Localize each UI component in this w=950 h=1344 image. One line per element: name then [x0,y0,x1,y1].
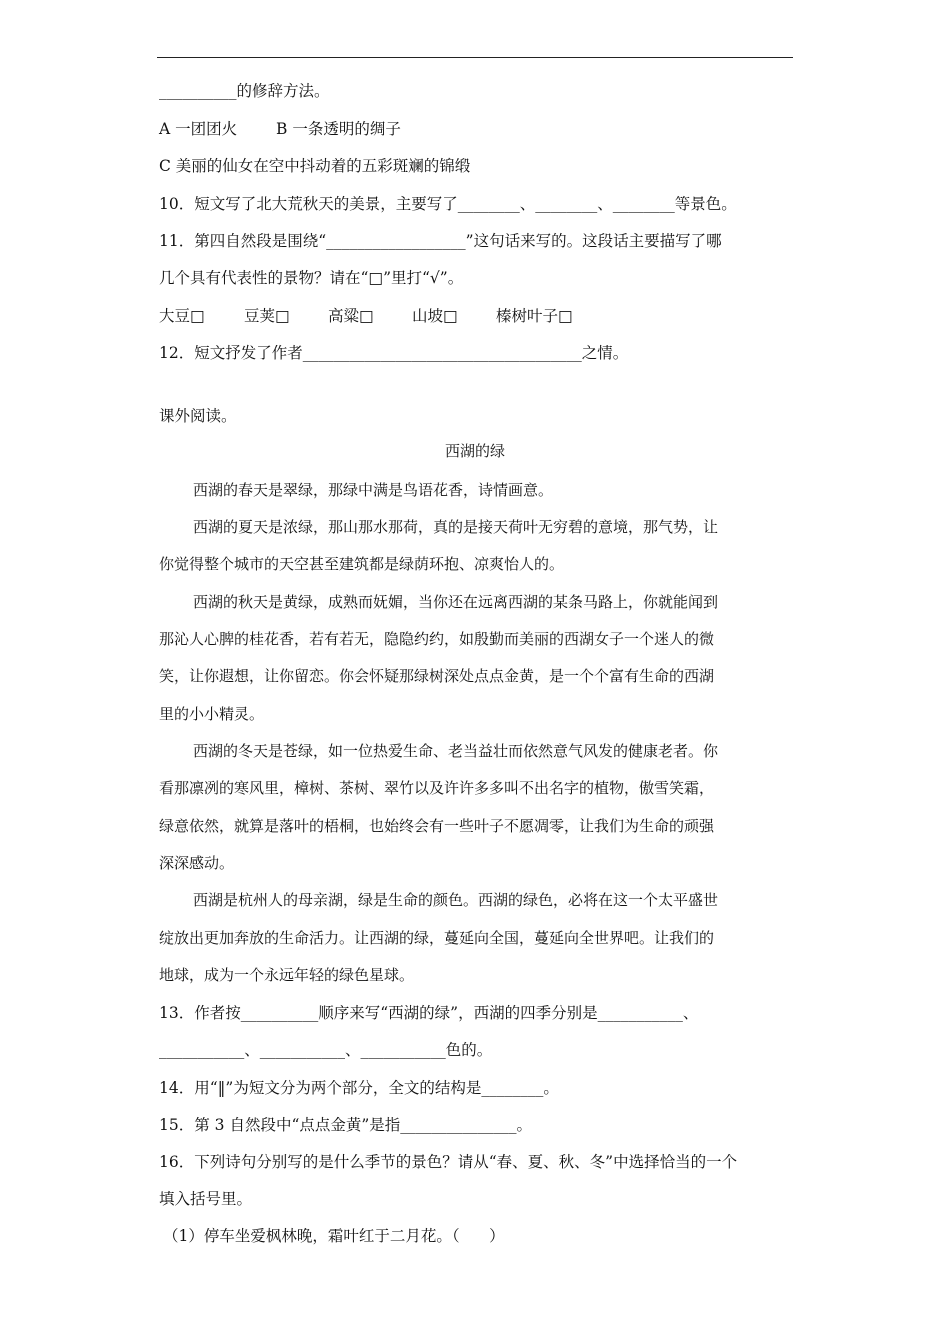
question-16-line2: 填入括号里。 [159,1190,253,1208]
question-13-line2: ___________、___________、___________色的。 [159,1041,493,1059]
checkbox-option: 大豆□ [159,307,205,325]
option-b: B 一条透明的绸子 [276,120,401,138]
checkbox-option: 山坡□ [412,307,458,325]
question-15: 15．第 3 自然段中“点点金黄”是指_______________。 [159,1116,533,1134]
passage-paragraph-4-cont: 绿意依然，就算是落叶的梧桐，也始终会有一些叶子不愿凋零，让我们为生命的顽强 [159,817,715,835]
question-11-line1: 11．第四自然段是围绕“__________________”这句话来写的。这段话主要描写了哪 [159,232,722,250]
passage-paragraph-2: 西湖的夏天是浓绿，那山那水那荷，真的是接天荷叶无穷碧的意境，那气势，让 [193,518,719,536]
question-16-item-1: （1）停车坐爱枫林晚，霜叶红于二月花。（ ） [163,1227,505,1245]
question-12: 12．短文抒发了作者____________________________________之情。 [159,344,629,362]
passage-paragraph-5-cont: 绽放出更加奔放的生命活力。让西湖的绿，蔓延向全国，蔓延向全世界吧。让我们的 [159,929,715,947]
passage-paragraph-4-cont: 深深感动。 [159,854,235,872]
header-rule [157,57,793,58]
checkbox-option: 高粱□ [328,307,374,325]
passage-paragraph-2-cont: 你觉得整个城市的天空甚至建筑都是绿荫环抱、凉爽怡人的。 [159,555,565,573]
option-c: C 美丽的仙女在空中抖动着的五彩斑斓的锦缎 [159,157,471,175]
question-11-line2: 几个具有代表性的景物？请在“□”里打“√”。 [159,269,464,287]
passage-paragraph-5-cont: 地球，成为一个永远年轻的绿色星球。 [159,966,415,984]
passage-paragraph-3-cont: 里的小小精灵。 [159,705,265,723]
passage-paragraph-3-cont: 笑，让你遐想，让你留恋。你会怀疑那绿树深处点点金黄，是一个个富有生命的西湖 [159,667,715,685]
passage-paragraph-3: 西湖的秋天是黄绿，成熟而妩媚，当你还在远离西湖的某条马路上，你就能闻到 [193,593,719,611]
passage-paragraph-1: 西湖的春天是翠绿，那绿中满是鸟语花香，诗情画意。 [193,481,554,499]
passage-paragraph-4-cont: 看那凛冽的寒风里，樟树、茶树、翠竹以及许许多多叫不出名字的植物，傲雪笑霜， [159,779,715,797]
option-a: A 一团团火 [159,120,238,138]
checkbox-option: 豆荚□ [244,307,290,325]
question-14: 14．用“‖”为短文分为两个部分，全文的结构是________。 [159,1079,559,1097]
question-10: 10．短文写了北大荒秋天的美景，主要写了________、________、________等景色。 [159,195,737,213]
passage-title: 西湖的绿 [444,442,505,460]
passage-paragraph-4: 西湖的冬天是苍绿，如一位热爱生命、老当益壮而依然意气风发的健康老者。你 [193,742,719,760]
passage-paragraph-3-cont: 那沁人心脾的桂花香，若有若无，隐隐约约，如殷勤而美丽的西湖女子一个迷人的微 [159,630,715,648]
line-rhetoric-blank: __________的修辞方法。 [159,82,330,100]
passage-paragraph-5: 西湖是杭州人的母亲湖，绿是生命的颜色。西湖的绿色，必将在这一个太平盛世 [193,891,719,909]
question-13-line1: 13．作者按__________顺序来写“西湖的绿”，西湖的四季分别是___________、 [159,1004,699,1022]
question-16-line1: 16．下列诗句分别写的是什么季节的景色？请从“春、夏、秋、冬”中选择恰当的一个 [159,1153,738,1171]
checkbox-option: 榛树叶子□ [496,307,573,325]
section-heading: 课外阅读。 [159,407,237,425]
